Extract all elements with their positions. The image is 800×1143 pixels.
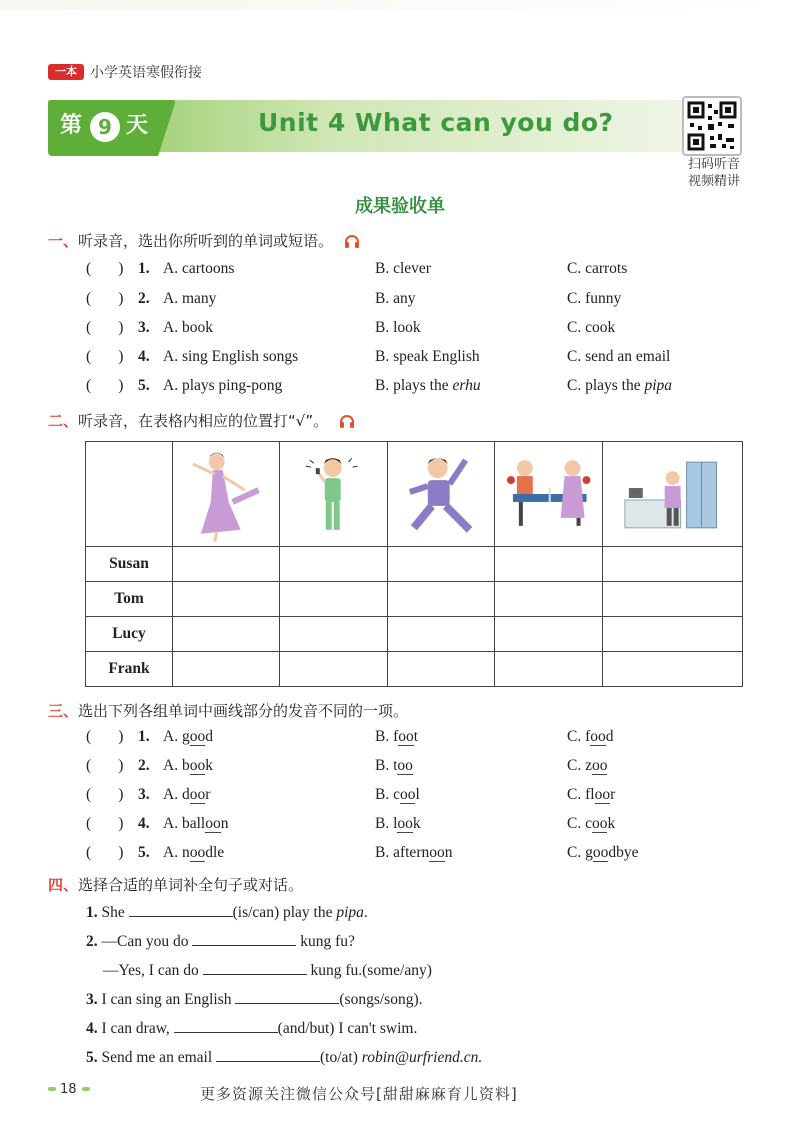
page-subtitle: 成果验收单 — [355, 196, 445, 217]
answer-cell[interactable] — [173, 547, 280, 582]
row-frank — [86, 652, 743, 687]
row-susan — [86, 547, 743, 582]
corner-cell — [86, 442, 173, 547]
answer-cell[interactable] — [602, 617, 742, 652]
s1-5-c: C. plays the pipa — [567, 377, 673, 394]
answer-table — [85, 441, 743, 687]
section1-heading: 一、听录音，选出你所听到的单词或短语。 — [48, 230, 360, 251]
answer-cell[interactable] — [173, 617, 280, 652]
s3-3-a: A. door — [163, 786, 211, 803]
answer-cell[interactable] — [173, 582, 280, 617]
s3-3-b: B. cool — [375, 786, 420, 803]
day-prefix: 第 — [60, 113, 83, 138]
answer-cell[interactable] — [387, 582, 494, 617]
answer-cell[interactable] — [495, 547, 602, 582]
s3-item-2: ( ) 2. — [86, 757, 150, 774]
footer-decoration — [82, 1087, 90, 1091]
s4-sentence-4: 4. I can draw, (and/but) I can't swim. — [86, 1020, 418, 1037]
s3-1-c: C. food — [567, 728, 614, 745]
brand-text: 小学英语寒假衔接 — [90, 65, 202, 81]
answer-cell[interactable] — [495, 652, 602, 687]
picture-pingpong — [495, 442, 602, 547]
s4-sentence-3: 3. I can sing an English (songs/song). — [86, 991, 423, 1008]
s3-4-a: A. balloon — [163, 815, 229, 832]
s4-sentence-5: 5. Send me an email (to/at) robin@urfriend.cn. — [86, 1049, 483, 1066]
row-lucy — [86, 617, 743, 652]
s3-5-c: C. goodbye — [567, 844, 639, 861]
s3-5-a: A. noodle — [163, 844, 225, 861]
answer-cell[interactable] — [280, 582, 387, 617]
picture-singing — [280, 442, 387, 547]
top-strip — [0, 0, 800, 10]
s3-4-c: C. cook — [567, 815, 616, 832]
answer-cell[interactable] — [495, 582, 602, 617]
answer-cell[interactable] — [280, 547, 387, 582]
blank-input[interactable] — [216, 1047, 320, 1062]
s3-item-3: ( ) 3. — [86, 786, 150, 803]
s1-5-b: B. plays the erhu — [375, 377, 481, 394]
answer-cell[interactable] — [173, 652, 280, 687]
s3-2-c: C. zoo — [567, 757, 608, 774]
picture-cooking — [602, 442, 742, 547]
s1-item-4: ( ) 4. — [86, 348, 150, 365]
section3-heading: 三、选出下列各组单词中画线部分的发音不同的一项。 — [48, 702, 409, 720]
row-tom — [86, 582, 743, 617]
s3-item-4: ( ) 4. — [86, 815, 150, 832]
qr-caption: 扫码听音 视频精讲 — [687, 157, 740, 189]
s4-sentence-2b: —Yes, I can do kung fu.(some/any) — [103, 962, 432, 979]
footer-note: 更多资源关注微信公众号[甜甜麻麻育儿资料] — [200, 1085, 518, 1103]
footer-decoration — [48, 1087, 56, 1091]
section4-heading: 四、选择合适的单词补全句子或对话。 — [48, 876, 304, 894]
s1-4-b: B. speak English — [375, 348, 480, 365]
answer-cell[interactable] — [602, 652, 742, 687]
blank-input[interactable] — [203, 960, 307, 975]
headphones-icon[interactable] — [339, 414, 355, 428]
s1-item-2: ( ) 2. — [86, 290, 150, 307]
picture-row — [86, 442, 743, 547]
name-lucy: Lucy — [86, 617, 173, 652]
day-suffix: 天 — [126, 113, 149, 138]
brand-logo: 一本 — [48, 64, 84, 80]
s1-4-a: A. sing English songs — [163, 348, 299, 365]
s1-item-1: ( ) 1. — [86, 260, 150, 277]
answer-cell[interactable] — [495, 617, 602, 652]
s1-2-c: C. funny — [567, 290, 622, 307]
blank-input[interactable] — [192, 931, 296, 946]
picture-kungfu — [387, 442, 494, 547]
unit-title: Unit 4 What can you do? — [258, 108, 614, 137]
s1-2-a: A. many — [163, 290, 217, 307]
answer-cell[interactable] — [387, 652, 494, 687]
qr-code-icon[interactable] — [682, 96, 742, 156]
answer-cell[interactable] — [602, 582, 742, 617]
s3-item-5: ( ) 5. — [86, 844, 150, 861]
section2-heading: 二、听录音，在表格内相应的位置打“√”。 — [48, 410, 355, 431]
blank-input[interactable] — [174, 1018, 278, 1033]
s1-item-5: ( ) 5. — [86, 377, 150, 394]
page-number: 18 — [60, 1082, 77, 1097]
s1-1-c: C. carrots — [567, 260, 628, 277]
s3-3-c: C. floor — [567, 786, 616, 803]
picture-dancing — [173, 442, 280, 547]
s1-2-b: B. any — [375, 290, 416, 307]
answer-cell[interactable] — [280, 617, 387, 652]
answer-cell[interactable] — [387, 547, 494, 582]
answer-cell[interactable] — [280, 652, 387, 687]
name-frank: Frank — [86, 652, 173, 687]
s3-2-a: A. book — [163, 757, 213, 774]
s4-sentence-2a: 2. —Can you do kung fu? — [86, 933, 355, 950]
s3-1-a: A. good — [163, 728, 213, 745]
s3-1-b: B. foot — [375, 728, 419, 745]
day-number: 9 — [90, 112, 120, 142]
s3-4-b: B. look — [375, 815, 421, 832]
s1-3-c: C. cook — [567, 319, 616, 336]
s3-2-b: B. too — [375, 757, 413, 774]
s3-5-b: B. afternoon — [375, 844, 453, 861]
s1-3-b: B. look — [375, 319, 421, 336]
s4-sentence-1: 1. She (is/can) play the pipa. — [86, 904, 368, 921]
answer-cell[interactable] — [602, 547, 742, 582]
s1-3-a: A. book — [163, 319, 213, 336]
name-tom: Tom — [86, 582, 173, 617]
headphones-icon[interactable] — [344, 234, 360, 248]
blank-input[interactable] — [129, 902, 233, 917]
answer-cell[interactable] — [387, 617, 494, 652]
s1-1-a: A. cartoons — [163, 260, 235, 277]
name-susan: Susan — [86, 547, 173, 582]
s3-item-1: ( ) 1. — [86, 728, 150, 745]
s1-item-3: ( ) 3. — [86, 319, 150, 336]
s1-1-b: B. clever — [375, 260, 431, 277]
blank-input[interactable] — [235, 989, 339, 1004]
s1-5-a: A. plays ping-pong — [163, 377, 283, 394]
s1-4-c: C. send an email — [567, 348, 671, 365]
